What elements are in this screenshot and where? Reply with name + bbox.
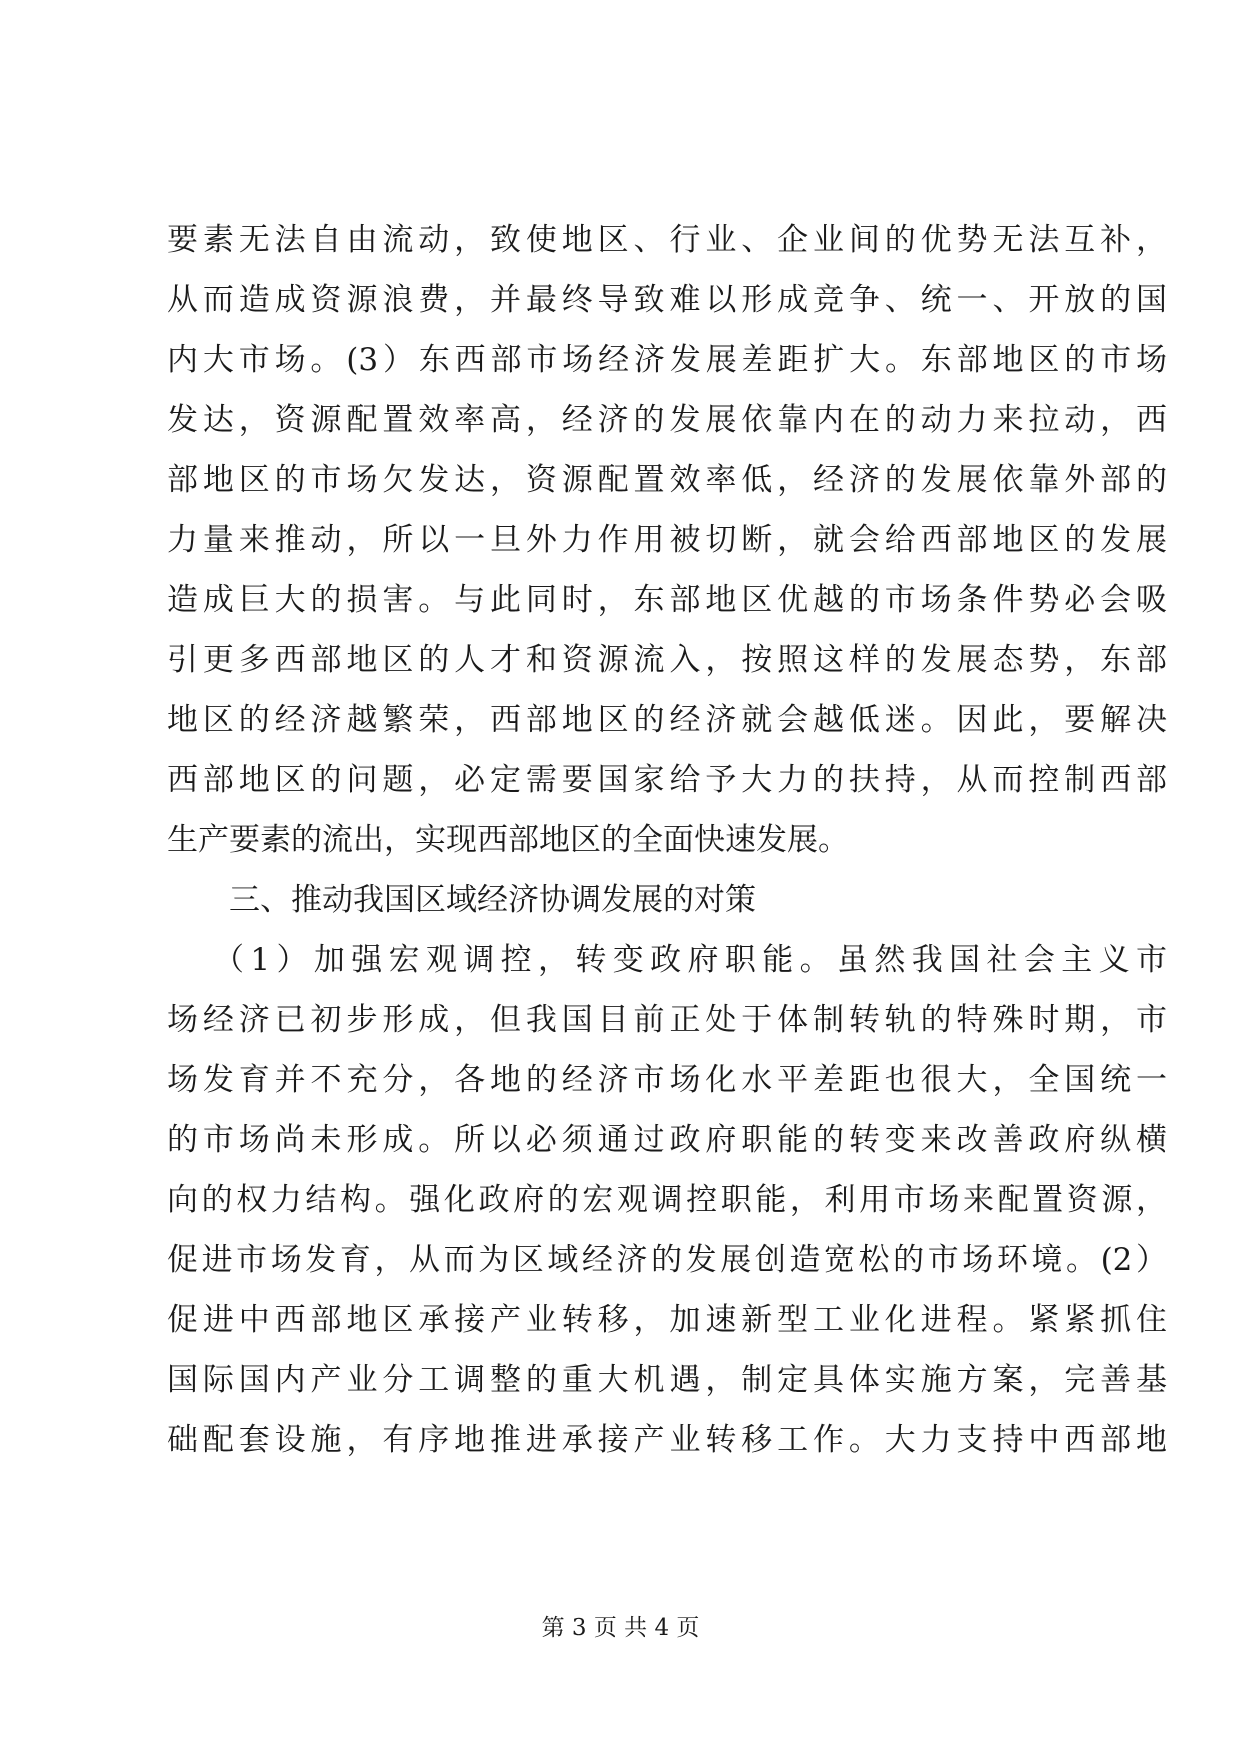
document-body	[167, 210, 1167, 1470]
paragraph-line: 从而造成资源浪费，并最终导致难以形成竞争、统一、开放的国	[167, 282, 1167, 318]
paragraph-line: 部地区的市场欠发达，资源配置效率低，经济的发展依靠外部的	[167, 462, 1167, 498]
paragraph-line: 力量来推动，所以一旦外力作用被切断，就会给西部地区的发展	[167, 522, 1167, 558]
page-number-footer: 第 3 页 共 4 页	[541, 1615, 700, 1641]
paragraph-line: 向的权力结构。强化政府的宏观调控职能，利用市场来配置资源，	[167, 1182, 1167, 1218]
paragraph-line: 造成巨大的损害。与此同时，东部地区优越的市场条件势必会吸	[167, 582, 1167, 618]
paragraph-line: 要素无法自由流动，致使地区、行业、企业间的优势无法互补，	[167, 222, 1167, 258]
paragraph-line: 促进市场发育，从而为区域经济的发展创造宽松的市场环境。(2）	[167, 1242, 1167, 1278]
paragraph-line: 生产要素的流出，实现西部地区的全面快速发展。	[167, 822, 849, 858]
paragraph-line: 地区的经济越繁荣，西部地区的经济就会越低迷。因此，要解决	[167, 702, 1167, 738]
paragraph-line: 场发育并不充分，各地的经济市场化水平差距也很大，全国统一	[167, 1062, 1167, 1098]
paragraph-line: 础配套设施，有序地推进承接产业转移工作。大力支持中西部地	[167, 1422, 1167, 1458]
paragraph-line: 引更多西部地区的人才和资源流入，按照这样的发展态势，东部	[167, 642, 1167, 678]
paragraph-line: 促进中西部地区承接产业转移，加速新型工业化进程。紧紧抓住	[167, 1302, 1167, 1338]
paragraph-line: 的市场尚未形成。所以必须通过政府职能的转变来改善政府纵横	[167, 1122, 1167, 1158]
section-heading: 三、推动我国区域经济协调发展的对策	[229, 882, 756, 918]
paragraph-line: （1）加强宏观调控，转变政府职能。虽然我国社会主义市	[213, 942, 1167, 978]
paragraph-line: 场经济已初步形成，但我国目前正处于体制转轨的特殊时期，市	[167, 1002, 1167, 1038]
paragraph-line: 内大市场。(3）东西部市场经济发展差距扩大。东部地区的市场	[167, 342, 1167, 378]
paragraph-line: 西部地区的问题，必定需要国家给予大力的扶持，从而控制西部	[167, 762, 1167, 798]
paragraph-line: 国际国内产业分工调整的重大机遇，制定具体实施方案，完善基	[167, 1362, 1167, 1398]
paragraph-line: 发达，资源配置效率高，经济的发展依靠内在的动力来拉动，西	[167, 402, 1167, 438]
